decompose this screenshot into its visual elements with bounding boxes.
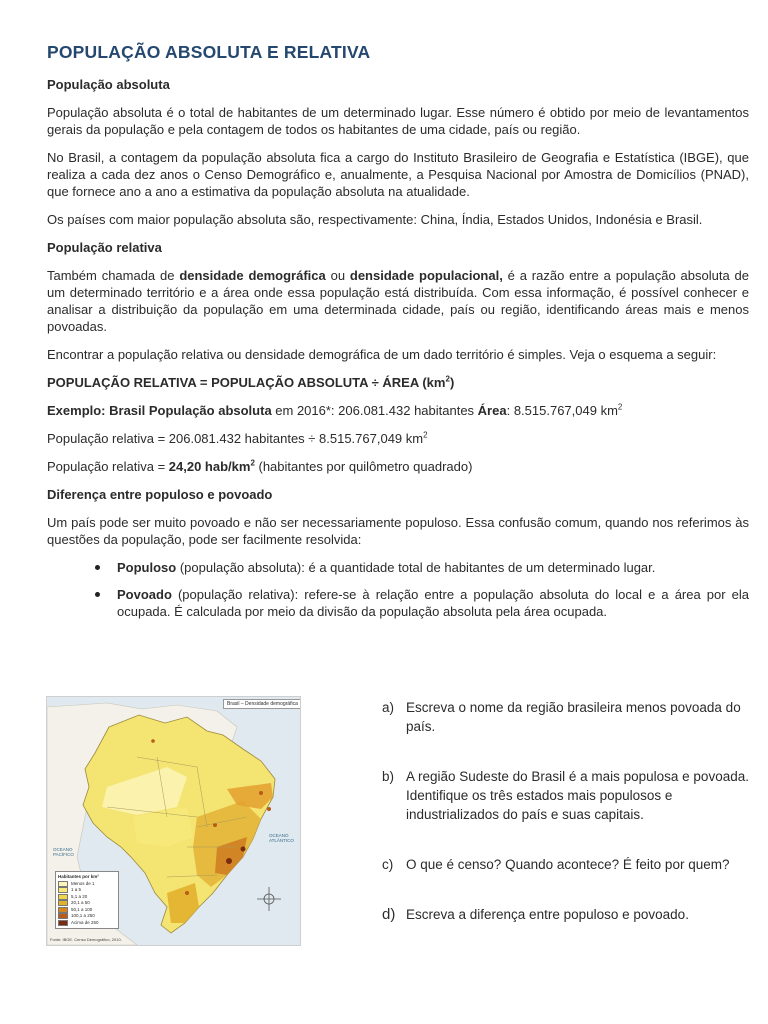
bold-term: densidade populacional, xyxy=(349,268,503,283)
question-text: Escreva o nome da região brasileira menos povoada do país. xyxy=(406,700,741,734)
bullet-list xyxy=(47,559,749,620)
legend-label: Menos de 1 xyxy=(71,880,95,886)
example xyxy=(47,402,749,419)
map-legend xyxy=(55,871,119,929)
legend-items xyxy=(58,881,116,927)
bold-term: Exemplo: Brasil População absoluta xyxy=(47,403,272,418)
superscript: 2 xyxy=(250,458,255,468)
bold-term: Povoado xyxy=(117,587,172,602)
map-title: Brasil – Densidade demográfica xyxy=(223,699,301,709)
superscript: 2 xyxy=(617,402,623,412)
legend-label: 5,1 a 20 xyxy=(71,893,88,899)
page-title: POPULAÇÃO ABSOLUTA E RELATIVA xyxy=(47,42,371,62)
legend-swatch xyxy=(58,900,68,906)
question-d xyxy=(382,905,757,924)
legend-label: 50,1 a 100 xyxy=(71,906,93,912)
legend-label: 1 a 5 xyxy=(71,887,82,892)
paragraph: População absoluta é o total de habitantes de um determinado lugar. Esse número é obtido por meio de levantamentos gerais da população e pela contagem de todos os habitantes de uma cidade, país ou região. xyxy=(47,105,749,137)
questions-list xyxy=(382,698,757,924)
bold-term: densidade demográfica xyxy=(179,268,326,283)
legend-swatch xyxy=(58,907,68,913)
question-letter: b) xyxy=(382,769,395,784)
legend-swatch xyxy=(58,913,68,919)
text-run: em 2016*: 206.081.432 habitantes xyxy=(271,403,478,418)
legend-label: Acima de 250 xyxy=(71,919,99,925)
calculation xyxy=(47,430,749,447)
question-a xyxy=(382,698,757,736)
text-run: (população absoluta): é a quantidade total de habitantes de um determinado lugar. xyxy=(176,560,656,575)
legend-swatch xyxy=(58,894,68,900)
text-run: (habitantes por quilômetro quadrado) xyxy=(254,459,473,474)
legend-label: 20,1 a 50 xyxy=(71,900,90,905)
question-text: Escreva a diferença entre populoso e povoado. xyxy=(406,907,689,922)
text-run: : 8.515.767,049 km xyxy=(506,403,618,418)
legend-title: Habitantes por km² xyxy=(58,874,99,879)
text-run: População relativa = 206.081.432 habitantes ÷ 8.515.767,049 km xyxy=(47,431,424,446)
text-run: ou xyxy=(325,268,350,283)
paragraph: Os países com maior população absoluta são, respectivamente: China, Índia, Estados Unidos, Indonésia e Brasil. xyxy=(47,212,703,227)
text-run: Também chamada de xyxy=(47,268,180,283)
question-letter: d) xyxy=(382,906,396,923)
formula xyxy=(47,374,749,391)
bold-term: Área xyxy=(477,403,507,418)
ocean-pacific-label: OCEANO PACÍFICO xyxy=(53,847,74,857)
calculation-result xyxy=(47,458,749,475)
section-heading-relativa: População relativa xyxy=(47,240,162,255)
formula-text: POPULAÇÃO RELATIVA = POPULAÇÃO ABSOLUTA ÷ ÁREA (km xyxy=(47,375,446,390)
bold-term: Populoso xyxy=(117,560,177,575)
text-run: População relativa = xyxy=(47,459,169,474)
article-body xyxy=(47,40,749,630)
paragraph: No Brasil, a contagem da população absoluta fica a cargo do Instituto Brasileiro de Geografia e Estatística (IBGE), que realiza a cada dez anos o Censo Demográfico e, anualmente, a Pesquisa Nacional por Amostra de Domicílios (PNAD), que fornece ano a ano a estimativa da população absoluta na atualidade. xyxy=(47,150,749,199)
section-heading-diferenca: Diferença entre populoso e povoado xyxy=(47,487,273,502)
question-letter: a) xyxy=(382,700,395,715)
question-text: O que é censo? Quando acontece? É feito por quem? xyxy=(406,857,730,872)
question-text: A região Sudeste do Brasil é a mais populosa e povoada. Identifique os três estados mais populosos e industrializados do país e suas capitais. xyxy=(406,769,749,822)
question-b xyxy=(382,767,757,824)
list-item xyxy=(117,559,749,576)
list-item xyxy=(117,586,749,620)
legend-swatch xyxy=(58,920,68,926)
legend-swatch xyxy=(58,881,68,887)
map-source: Fonte: IBGE. Censo Demográfico, 2010. xyxy=(50,937,122,942)
legend-item xyxy=(58,920,116,927)
question-c xyxy=(382,855,757,874)
paragraph: Encontrar a população relativa ou densidade demográfica de um dado território é simples. Veja o esquema a seguir: xyxy=(47,347,717,362)
ocean-atlantic-label: OCEANO ATLÂNTICO xyxy=(269,833,294,843)
text-run: é a razão entre a população absoluta de um determinado território e a área onde essa população está distribuída. Com essa informação, é possível conhecer e analisar a distribuição da população em uma determinada cidade, país ou região, identificando áreas mais e menos povoadas. xyxy=(47,268,749,334)
question-letter: c) xyxy=(382,857,394,872)
superscript: 2 xyxy=(445,374,450,384)
legend-swatch xyxy=(58,887,68,893)
brazil-density-map xyxy=(46,696,301,946)
formula-text: ) xyxy=(449,375,455,390)
bold-term: 24,20 hab/km xyxy=(168,459,251,474)
superscript: 2 xyxy=(423,430,428,440)
section-heading-absoluta: População absoluta xyxy=(47,77,170,92)
legend-label: 100,1 a 250 xyxy=(71,913,95,918)
paragraph-definition xyxy=(47,267,749,335)
paragraph: Um país pode ser muito povoado e não ser necessariamente populoso. Essa confusão comum, quando nos referimos às questões da população, pode ser facilmente resolvida: xyxy=(47,515,749,547)
text-run: (população relativa): refere-se à relação entre a população absoluta do local e a área por ela ocupada. É calculada por meio da divisão da população absoluta pela área ocupada. xyxy=(117,587,749,619)
